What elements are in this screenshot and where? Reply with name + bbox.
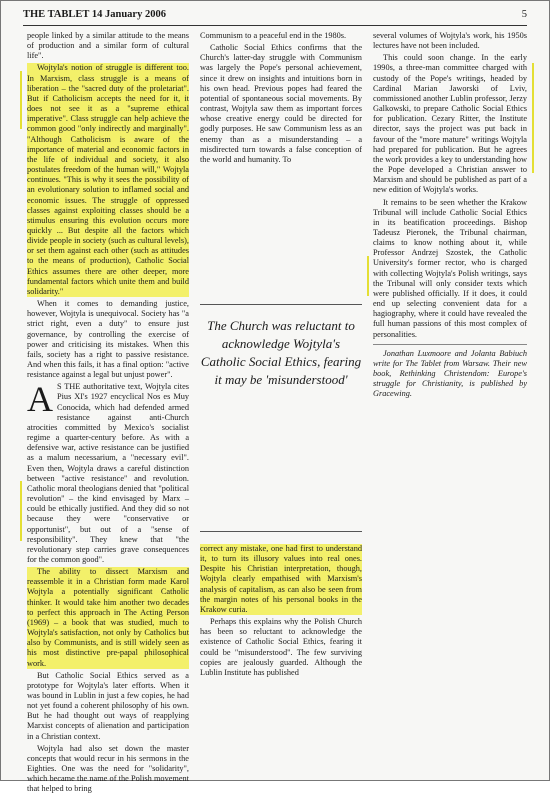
column-2-continued [200,544,362,680]
paragraph: Perhaps this explains why the Polish Church has been so reluctant to acknowledge the existence of Catholic Social Ethics, fearing it could be "misunderstood". The few surviving copies are jealously guarded. Although the Lublin Institute has published [200,617,362,677]
credit-separator [373,344,527,345]
paragraph: This could soon change. In the early 1990s, a three-man committee charged with custody of the Pope's writings, headed by Cardinal Marian Jaworski of Lviv, commissioned another Lublin professor, Jerzy Galkowski, to prepare Catholic Social Ethics for publication. Cezary Ritter, the Institute director, says the project was put back in favour of the "more mature" writings Wojtyla had prepared for publication. But he agrees the work provides a key to understanding how the Pope developed a Christian answer to Marxism and should be published as part of a new edition of Wojtyla's works. [373,53,527,195]
paragraph: Catholic Social Ethics confirms that the Church's latter-day struggle with Communism was largely the Pope's personal achievement, since it drew on insights and intuitions born in his own head. Previous popes had feared the potential of spontaneous social movements. By contrast, Wojtyla saw them as important forces whose creative energy could be directed for godly purposes. He saw Communism less as an enemy than as a misunderstanding – a misdirected turn towards a false conception of the world and humanity. To [200,43,362,164]
column-3 [373,31,527,401]
page-header [23,9,527,25]
pull-quote-text: The Church was reluctant to acknowledge Wojtyla's Catholic Social Ethics, fearing it may be 'misunderstood' [200,318,362,387]
paragraph: Wojtyla had also set down the master concepts that would recur in his sermons in the Eighties. One was the need for "solidarity", which became the name of the Polish movement that helped to bring [27,743,189,794]
paragraph: But Catholic Social Ethics served as a prototype for Wojtyla's later efforts. When it was bound in Lublin in just a few copies, he had not yet found a coherent philosophy of his own. But he had thought out ways of reapplying Marxist concepts of alienation and participation in a Christian context. [27,670,189,741]
paragraph-highlighted: The ability to dissect Marxism and reassemble it in a Christian form made Karol Wojtyla a potentially significant Catholic thinker. It would take him another two decades to perfect this approach in The Acting Person (1969) – a book that was studied, much to Wojtyla's satisfaction, not only by Catholics but also by Communists, and is still widely seen as his most distinctive pre-papal philosophical work. [27,567,189,668]
column-1 [27,31,189,797]
column-2 [200,31,362,167]
paragraph: people linked by a similar attitude to the means of production and a similar form of cultural life". [27,31,189,61]
margin-highlight-mark [532,63,534,173]
drop-cap: A [27,379,53,420]
paragraph: It remains to be seen whether the Krakow Tribunal will include Catholic Social Ethics in its beatification proceedings. Bishop Tadeusz Pieronek, the Tribunal chairman, claims to know nothing about it, while Professor Andrzej Szostek, the Catholic University's former rector, who is charged with collecting Wojtyla's Polish writings, says the Tribunal will only consider texts which were published officially. If it does, it could end up selecting convenient data for a hagiography, where it could have revealed the full human passions of this most complex of personalities. [373,197,527,339]
pull-quote [200,304,362,532]
paragraph: several volumes of Wojtyla's work, his 1950s lectures have not been included. [373,31,527,51]
paragraph-highlighted: correct any mistake, one had first to understand it, to turn its illusory values into real ones. Despite his Christian interpretation, though, Wojtyla clearly empathised with Marxism's analysis of capitalism, as can also be seen from the margin notes of his personal books in the Krakow curia. [200,544,362,614]
margin-highlight-mark [20,71,22,129]
header-rule [23,25,527,26]
paragraph-dropcap: A S THE authoritative text, Wojtyla cites Pius XI's 1927 encyclical Nos es Muy Conocida, which had defended armed resistance against anti-Church atrocities committed by Mexico's socialist regime a quarter-century before. As with a defensive war, active resistance can be justified as a malum necessarium, a "necessary evil". Even then, Wojtyla draws a careful distinction between "active resistance" and revolution. Catholic moral theologians denied that "political revolution" – the kind envisaged by Marx – could be ethically justified. And they did so not because they were "conservative or opportunist", but out of a "sense of responsibility". They knew that "the revolutionary step carries grave consequences for the common good". [27,379,189,564]
paragraph: Communism to a peaceful end in the 1980s. [200,31,347,40]
page-number: 5 [521,9,527,20]
margin-highlight-mark [20,481,22,541]
author-credit: Jonathan Luxmoore and Jolanta Babiuch write for The Tablet from Warsaw. Their new book, Rethinking Christendom: Europe's struggle for Christianity, is published by Gracewing. [373,348,527,399]
paragraph-highlighted: Wojtyla's notion of struggle is different too. In Marxism, class struggle is a means of liberation – the "sacred duty of the proletariat". But if Catholicism accepts the need for it, it does not see it as a "supreme ethical imperative". Class struggle can help achieve the common good "only indirectly and marginally". "Although Catholicism is aware of the importance of material and economic factors in the life of individual and society, it also postulates freedom of the human will," Wojtyla continues. "This is why it sees the possibility of an evolutionary solution to inflamed social and economic issues. The struggle of oppressed classes against exploiting classes should be a stimulus ensuring this evolution occurs more quickly ... But despite all the factors which divide people in society (such as cultural levels), or set them against each other (such as attitudes to the means of production), Catholic Social Ethics assumes there are other deeper, more fundamental factors which unite them and build solidarity." [27,63,189,296]
publication-title: THE TABLET 14 January 2006 [23,9,166,20]
paragraph: When it comes to demanding justice, however, Wojtyla is unequivocal. Society has "a strict right, even a duty" to ensure just governance, by controlling the exercise of power and criticising its mistakes. When this fails, society has a right to passive resistance. And when this fails, it has a final option: "active resistance against a legal but unjust power". [27,299,189,380]
margin-highlight-mark [367,256,369,296]
